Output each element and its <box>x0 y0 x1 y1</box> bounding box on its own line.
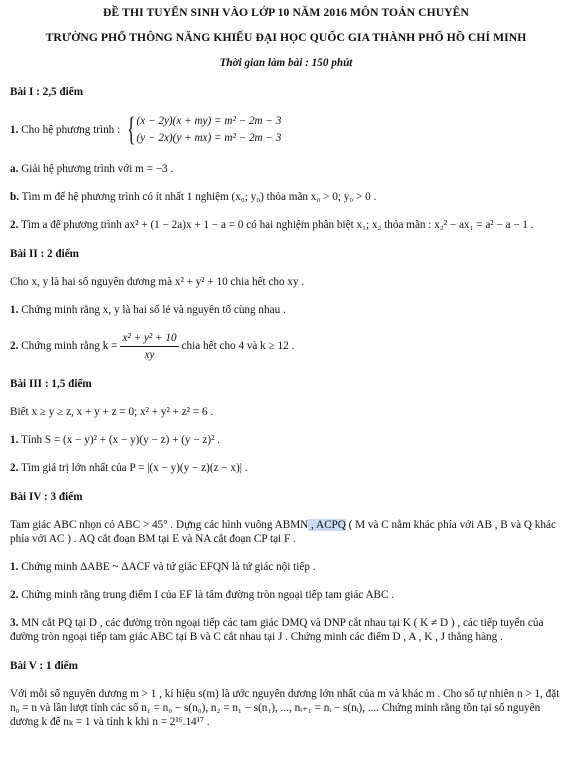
section-title-1: Bài I : 2,5 điểm <box>10 85 84 98</box>
intro-text: ( M và C nằm khác phía với AB , B và Q khác phía với AC ) . AQ cắt đoạn BM tại E và NA cắt đoạn CP tại F . <box>10 518 556 545</box>
question-1-1 <box>10 113 562 148</box>
question-label: 2. <box>10 588 19 601</box>
question-label: 1. <box>10 124 19 137</box>
question-text: Cho hệ phương trình : <box>21 124 121 137</box>
question-2-1 <box>10 303 562 317</box>
brace-icon: { <box>127 111 136 149</box>
question-1-2 <box>10 218 562 232</box>
question-label: 2. <box>10 461 19 474</box>
section-title-2: Bài II : 2 điểm <box>10 247 79 260</box>
question-text: MN cắt PQ tại D , các đường tròn ngoại tiếp các tam giác DMQ và DNP cắt nhau tại K ( K ≠ D ) , các tiếp tuyến của đường tròn ngoại tiếp tam giác ABC tại B và C cắt nhau tại J . Chứng minh các điểm D , A , K , J thẳng hàng . <box>10 616 544 643</box>
fraction-denominator: xy <box>144 348 155 361</box>
question-label: 3. <box>10 616 19 629</box>
question-text: Tìm giá trị lớn nhất của P = |(x − y)(y − z)(z − x)| . <box>21 461 248 474</box>
question-2-2 <box>10 331 562 362</box>
time-limit: Thời gian làm bài : 150 phút <box>219 56 353 69</box>
fraction <box>120 331 178 362</box>
question-text: Tìm m để hệ phương trình có ít nhất 1 nghiệm (x₀; y₀) thỏa mãn x₀ > 0; y₀ > 0 . <box>21 190 377 203</box>
question-3-2 <box>10 461 562 475</box>
question-4-2 <box>10 588 562 602</box>
selected-text-highlight[interactable]: , ACPQ <box>308 518 346 531</box>
exam-title: ĐỀ THI TUYỂN SINH VÀO LỚP 10 NĂM 2016 MÔN TOÁN CHUYÊN <box>103 6 469 19</box>
question-1-1b <box>10 190 562 204</box>
question-4-3 <box>10 616 562 644</box>
question-label: 2. <box>10 340 19 353</box>
section-title-4: Bài IV : 3 điểm <box>10 490 83 503</box>
question-label: 2. <box>10 218 19 231</box>
fraction-numerator: x² + y² + 10 <box>120 331 178 347</box>
question-label: 1. <box>10 303 19 316</box>
question-label: b. <box>10 190 20 203</box>
equation-line-1: (x − 2y)(x + my) = m² − 2m − 3 <box>136 114 282 127</box>
school-name: TRƯỜNG PHỔ THÔNG NĂNG KHIẾU ĐẠI HỌC QUỐC GIA THÀNH PHỐ HỒ CHÍ MINH <box>45 31 527 45</box>
section-2-intro: Cho x, y là hai số nguyên dương mà x² + y² + 10 chia hết cho xy . <box>10 275 305 288</box>
question-text: Chứng minh ΔABE ~ ΔACF và tứ giác EFQN là tứ giác nội tiếp . <box>21 560 316 573</box>
question-text: Chứng minh rằng x, y là hai số lẻ và nguyên tố cùng nhau . <box>21 303 286 316</box>
section-5-text: Với mỗi số nguyên dương m > 1 , kí hiệu s(m) là ước nguyên dương lớn nhất của m và khác m . Cho số tự nhiên n > 1, đặt n₀ = n và lần lượt tính các số n₁ = n₀ − s(n₀), n₂ = n₁ − s(n₁), ..., nᵢ₊₁ = nᵢ − s(nᵢ), .... Chứng minh rằng tồn tại số nguyên dương k để nₖ = 1 và tính k khi n = 2¹⁶.14¹⁷ . <box>10 687 560 728</box>
question-1-1a <box>10 162 562 176</box>
question-4-1 <box>10 560 562 574</box>
equation-system <box>123 113 281 148</box>
section-title-3: Bài III : 1,5 điểm <box>10 377 92 390</box>
question-text: Chứng minh rằng trung điểm I của EF là tâm đường tròn ngoại tiếp tam giác ABC . <box>21 588 395 601</box>
question-label: 1. <box>10 433 19 446</box>
question-label: 1. <box>10 560 19 573</box>
section-4-intro <box>10 518 562 546</box>
question-text: Chứng minh rằng k = <box>21 340 118 353</box>
question-label: a. <box>10 162 19 175</box>
equation-line-2: (y − 2x)(y + mx) = m² − 2m − 3 <box>136 132 282 145</box>
intro-text: Tam giác ABC nhọn có ABC > 45° . Dựng các hình vuông ABMN <box>10 518 309 531</box>
question-text: Giải hệ phương trình với m = −3 . <box>21 162 174 175</box>
question-3-1 <box>10 433 562 447</box>
section-title-5: Bài V : 1 điểm <box>10 659 78 672</box>
question-text: Tìm a để phương trình ax² + (1 − 2a)x + 1 − a = 0 có hai nghiệm phân biệt x₁; x₂ thỏa mãn : x₂² − ax₁ = a² − a − 1 . <box>21 218 534 231</box>
question-text: Tính S = (x − y)² + (x − y)(y − z) + (y − z)² . <box>21 433 221 446</box>
section-3-intro: Biết x ≥ y ≥ z, x + y + z = 0; x² + y² + z² = 6 . <box>10 405 214 418</box>
question-text: chia hết cho 4 và k ≥ 12 . <box>181 340 295 353</box>
